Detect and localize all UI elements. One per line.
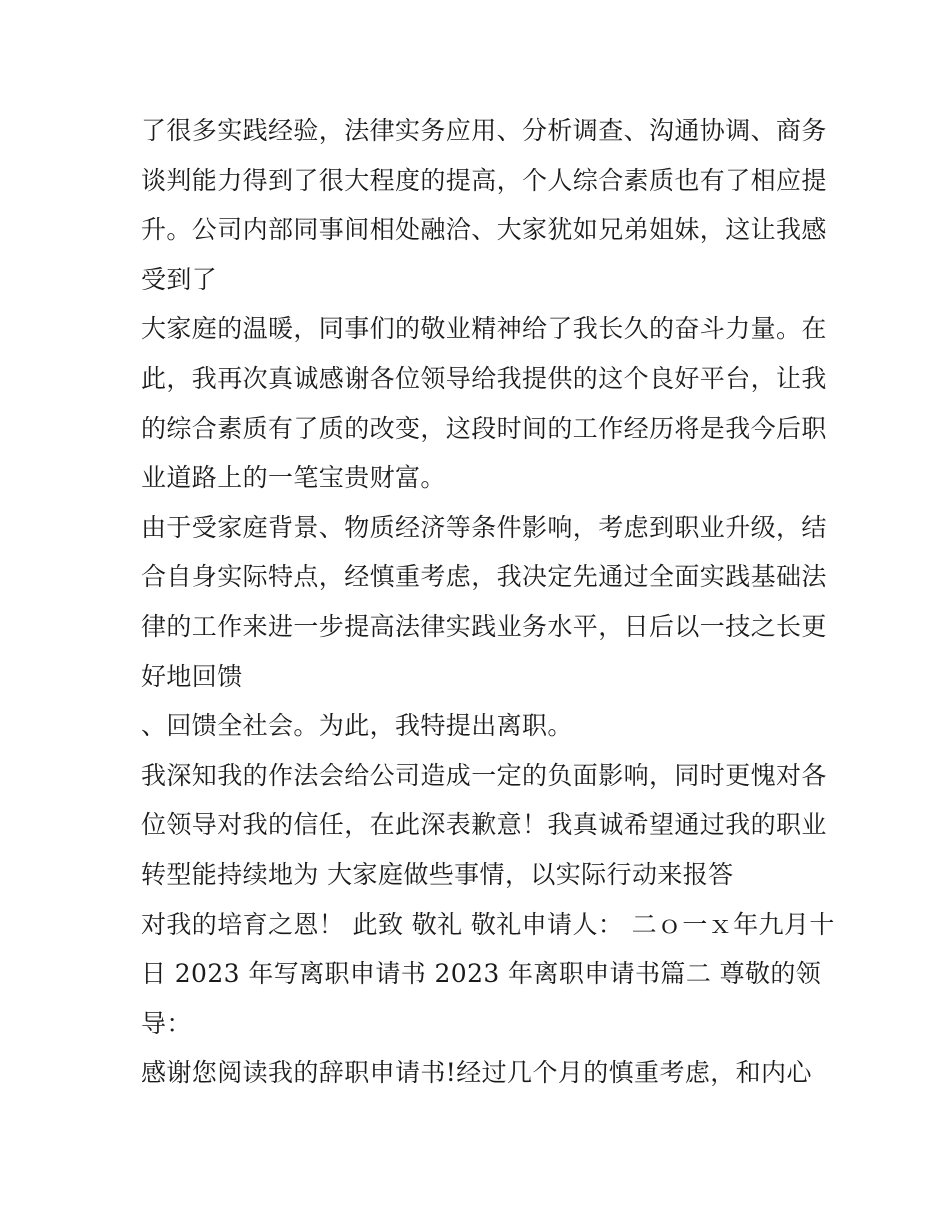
text-line: 导： bbox=[141, 1008, 192, 1038]
text-line: 我深知我的作法会给公司造成一定的负面影响，同时更愧对各 bbox=[141, 760, 827, 790]
text-line: 律的工作来进一步提高法律实践业务水平，日后以一技之长更 bbox=[141, 611, 827, 641]
text-line: 此，我再次真诚感谢各位领导给我提供的这个良好平台，让我 bbox=[141, 363, 827, 393]
text-line: 了很多实践经验，法律实务应用、分析调查、沟通协调、商务 bbox=[141, 116, 827, 145]
text-line: 好地回馈 bbox=[141, 661, 243, 691]
text-line: 感谢您阅读我的辞职申请书!经过几个月的慎重考虑，和内心 bbox=[141, 1058, 812, 1088]
text-line: 升。公司内部同事间相处融洽、大家犹如兄弟姐妹，这让我感 bbox=[141, 215, 827, 245]
text-line: 大家庭的温暖，同事们的敬业精神给了我长久的奋斗力量。在 bbox=[141, 314, 827, 344]
text-line: 业道路上的一笔宝贵财富。 bbox=[141, 463, 446, 493]
text-line: 的综合素质有了质的改变，这段时间的工作经历将是我今后职 bbox=[141, 413, 827, 443]
text-line: 日 2023 年写离职申请书 2023 年离职申请书篇二 尊敬的领 bbox=[141, 959, 822, 989]
text-line: 合自身实际特点，经慎重考虑，我决定先通过全面实践基础法 bbox=[141, 562, 827, 592]
text-line: 由于受家庭背景、物质经济等条件影响，考虑到职业升级，结 bbox=[141, 512, 827, 542]
text-line: 转型能持续地为 大家庭做些事情，以实际行动来报答 bbox=[141, 859, 734, 889]
text-line: 位领导对我的信任，在此深表歉意！我真诚希望通过我的职业 bbox=[141, 810, 827, 840]
text-line: 受到了 bbox=[141, 264, 218, 294]
text-line: 谈判能力得到了很大程度的提高，个人综合素质也有了相应提 bbox=[141, 165, 827, 195]
text-line: 对我的培育之恩！ 此致 敬礼 敬礼申请人： 二ｏ一ｘ年九月十 bbox=[141, 909, 835, 939]
document-body bbox=[141, 106, 835, 1098]
text-line: 、回馈全社会。为此，我特提出离职。 bbox=[141, 711, 573, 741]
